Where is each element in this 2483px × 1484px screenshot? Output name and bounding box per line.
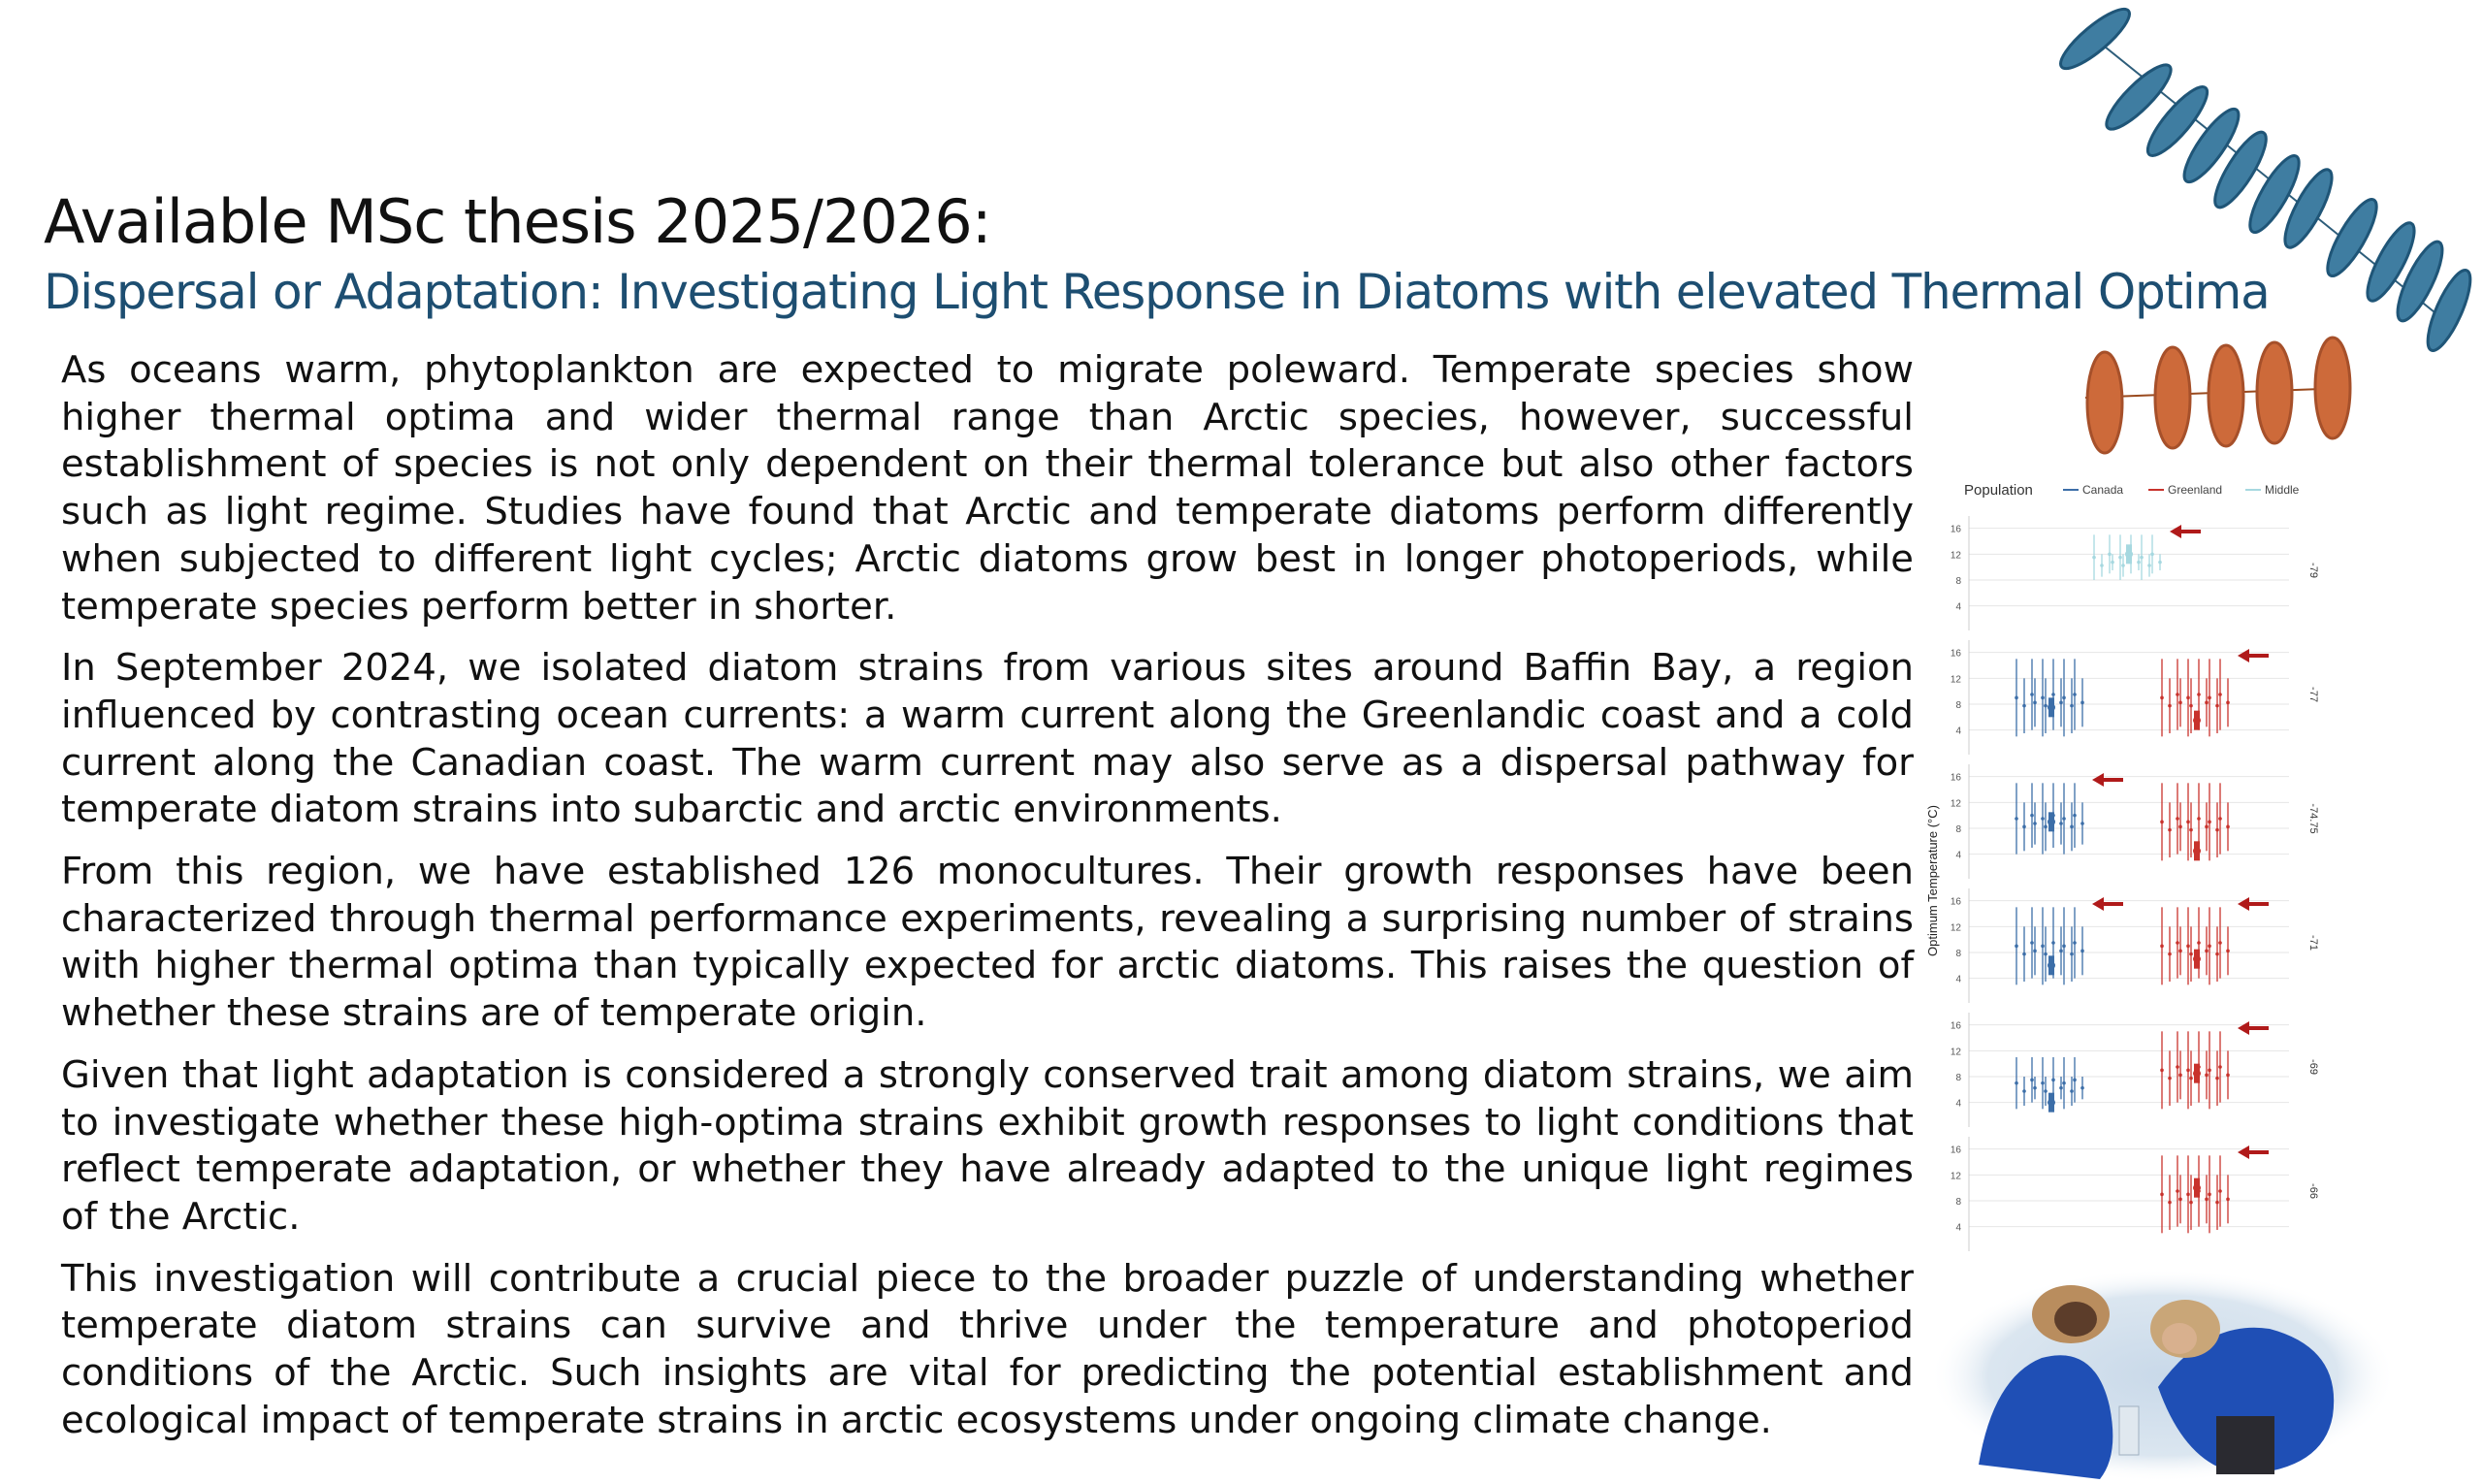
strain-point	[2030, 814, 2034, 818]
strain-point	[2137, 561, 2141, 565]
strain-point	[2226, 1074, 2230, 1078]
strain-point	[2205, 701, 2209, 705]
thesis-subtitle: Dispersal or Adaptation: Investigating Light Response in Diatoms with elevated Thermal Optima	[44, 264, 2270, 320]
strain-point	[2178, 1198, 2182, 1202]
strain-point	[2044, 1089, 2048, 1093]
strain-point	[2033, 822, 2037, 825]
y-tick-label: 8	[1955, 700, 1961, 711]
highlight-arrow-head	[2238, 649, 2249, 662]
y-tick-label: 12	[1950, 550, 1961, 562]
strain-point	[2070, 1089, 2074, 1093]
strain-point	[2059, 701, 2063, 705]
group-mean-point	[2193, 1070, 2201, 1078]
strain-point	[2147, 564, 2151, 567]
panel-label: -69	[2307, 1059, 2319, 1075]
page-title: Available MSc thesis 2025/2026:	[44, 186, 991, 257]
y-tick-label: 8	[1955, 576, 1961, 587]
strain-point	[2070, 825, 2074, 829]
y-tick-label: 12	[1950, 1171, 1961, 1182]
highlight-arrow-head	[2238, 1145, 2249, 1159]
y-tick-label: 4	[1955, 726, 1961, 737]
panel-label: -79	[2307, 563, 2319, 578]
strain-point	[2168, 1201, 2172, 1205]
y-tick-label: 16	[1950, 1145, 1961, 1156]
strain-point	[2197, 817, 2201, 821]
strain-point	[2015, 696, 2018, 700]
y-tick-label: 12	[1950, 1047, 1961, 1058]
strain-point	[2092, 556, 2096, 560]
strain-point	[2186, 821, 2190, 824]
strain-point	[2226, 1198, 2230, 1202]
strain-point	[2100, 564, 2104, 567]
strain-point	[2197, 693, 2201, 696]
y-tick-label: 8	[1955, 949, 1961, 959]
strain-point	[2033, 1086, 2037, 1090]
strain-point	[2160, 1193, 2164, 1197]
legend-title: Population	[1964, 482, 2033, 499]
strain-point	[2150, 553, 2154, 557]
strain-point	[2208, 1193, 2211, 1197]
strain-point	[2022, 1089, 2026, 1093]
strain-point	[2033, 701, 2037, 705]
highlight-arrow-head	[2092, 897, 2104, 911]
body-text	[61, 347, 1914, 1459]
strain-point	[2015, 817, 2018, 821]
strain-point	[2070, 952, 2074, 956]
group-mean-point	[2048, 818, 2055, 825]
group-mean-point	[2193, 717, 2201, 725]
paragraph-monocultures: From this region, we have established 126 monocultures. Their growth responses have been characterized through thermal performance experiments, revealing a surprising number of strains with higher thermal optima than typically expected for arctic diatoms. This raises the question of whether these strains are of temperate origin.	[61, 850, 1914, 1036]
strain-point	[2041, 817, 2045, 821]
strain-point	[2168, 952, 2172, 956]
strain-point	[2070, 704, 2074, 708]
strain-point	[2041, 945, 2045, 949]
strain-point	[2041, 1081, 2045, 1085]
y-tick-label: 16	[1950, 524, 1961, 535]
strain-point	[2215, 704, 2219, 708]
strain-point	[2176, 693, 2179, 696]
y-tick-label: 16	[1950, 772, 1961, 784]
group-mean-point	[2048, 1099, 2055, 1107]
y-tick-label: 4	[1955, 601, 1961, 613]
strain-point	[2205, 1074, 2209, 1078]
strain-point	[2208, 696, 2211, 700]
strain-point	[2073, 693, 2077, 696]
y-tick-label: 4	[1955, 974, 1961, 985]
strain-point	[2205, 1198, 2209, 1202]
paragraph-intro: As oceans warm, phytoplankton are expected to migrate poleward. Temperate species show higher thermal optima and wider thermal range than Arctic species, however, successful establishment of species is not only dependent on their thermal tolerance but also other factors such as light regime. Studies have found that Arctic and temperate diatoms perform differently when subjected to different light cycles; Arctic diatoms grow best in longer photoperiods, while temperate species perform better in shorter.	[61, 348, 1914, 629]
strain-point	[2051, 941, 2055, 945]
strain-point	[2160, 821, 2164, 824]
strain-point	[2158, 561, 2162, 565]
group-mean-point	[2193, 955, 2201, 963]
strain-point	[2073, 941, 2077, 945]
strain-point	[2015, 1081, 2018, 1085]
strain-point	[2189, 1077, 2193, 1081]
strain-point	[2044, 952, 2048, 956]
strain-point	[2215, 1201, 2219, 1205]
strain-point	[2118, 556, 2122, 560]
strain-point	[2215, 828, 2219, 832]
strain-point	[2178, 825, 2182, 829]
strain-point	[2215, 1077, 2219, 1081]
strain-point	[2208, 821, 2211, 824]
strain-point	[2218, 1065, 2222, 1069]
diatom-chain-orange-illustration	[2066, 320, 2367, 475]
strain-point	[2121, 564, 2125, 567]
strain-point	[2073, 1079, 2077, 1082]
strain-point	[2205, 825, 2209, 829]
strain-point	[2218, 817, 2222, 821]
strain-point	[2160, 1069, 2164, 1073]
strain-point	[2178, 701, 2182, 705]
y-tick-label: 12	[1950, 674, 1961, 686]
y-tick-label: 4	[1955, 1098, 1961, 1110]
thermal-optima-figure	[1925, 473, 2333, 1259]
strain-point	[2073, 814, 2077, 818]
strain-point	[2218, 693, 2222, 696]
y-tick-label: 12	[1950, 922, 1961, 934]
strain-point	[2176, 1065, 2179, 1069]
strain-point	[2015, 945, 2018, 949]
y-tick-label: 4	[1955, 1222, 1961, 1234]
strain-point	[2186, 696, 2190, 700]
strain-point	[2022, 952, 2026, 956]
legend-item-canada: Canada	[2082, 483, 2124, 497]
y-tick-label: 4	[1955, 850, 1961, 861]
strain-point	[2041, 696, 2045, 700]
strain-point	[2226, 950, 2230, 953]
strain-point	[2178, 1074, 2182, 1078]
strain-point	[2160, 945, 2164, 949]
strain-point	[2080, 1086, 2084, 1090]
strain-point	[2208, 945, 2211, 949]
strain-point	[2080, 701, 2084, 705]
group-mean-point	[2048, 961, 2055, 969]
strain-point	[2189, 1201, 2193, 1205]
strain-point	[2178, 950, 2182, 953]
strain-point	[2168, 828, 2172, 832]
strain-point	[2111, 561, 2114, 565]
strain-point	[2030, 1079, 2034, 1082]
strain-point	[2033, 950, 2037, 953]
strain-point	[2189, 704, 2193, 708]
strain-point	[2189, 952, 2193, 956]
strain-point	[2059, 950, 2063, 953]
strain-point	[2168, 704, 2172, 708]
strain-point	[2218, 941, 2222, 945]
strain-point	[2059, 822, 2063, 825]
strain-point	[2160, 696, 2164, 700]
group-mean-point	[2193, 847, 2201, 855]
strain-point	[2022, 825, 2026, 829]
strain-point	[2197, 941, 2201, 945]
strain-point	[2062, 1081, 2066, 1085]
strain-point	[2051, 693, 2055, 696]
panel-label: -71	[2307, 935, 2319, 951]
field-photo	[1925, 1261, 2401, 1484]
y-tick-label: 16	[1950, 648, 1961, 660]
strain-point	[2168, 1077, 2172, 1081]
panel-label: -66	[2307, 1183, 2319, 1199]
strain-point	[2030, 693, 2034, 696]
strain-point	[2186, 1193, 2190, 1197]
figure-panels	[1951, 516, 2319, 1251]
strain-point	[2080, 950, 2084, 953]
strain-point	[2208, 1069, 2211, 1073]
y-tick-label: 16	[1950, 896, 1961, 908]
panel-label: -74.75	[2307, 803, 2319, 834]
strain-point	[2176, 817, 2179, 821]
strain-point	[2030, 941, 2034, 945]
highlight-arrow-head	[2170, 525, 2181, 538]
strain-point	[2059, 1086, 2063, 1090]
strain-point	[2189, 828, 2193, 832]
strain-point	[2176, 941, 2179, 945]
y-tick-label: 12	[1950, 798, 1961, 810]
panel-label: -77	[2307, 687, 2319, 702]
legend-item-greenland: Greenland	[2168, 483, 2223, 497]
highlight-arrow-head	[2238, 897, 2249, 911]
strain-point	[2044, 704, 2048, 708]
strain-point	[2218, 1189, 2222, 1193]
strain-point	[2186, 945, 2190, 949]
highlight-arrow-head	[2092, 773, 2104, 787]
legend-item-middle: Middle	[2265, 483, 2300, 497]
y-axis-label: Optimum Temperature (°C)	[1925, 805, 1940, 956]
legend	[1964, 482, 2300, 499]
paragraph-aim: Given that light adaptation is considered a strongly conserved trait among diatom strains, we aim to investigate whether these high-optima strains exhibit growth responses to light conditions that reflect temperate adaptation, or whether they have already adapted to the unique light regimes of the Arctic.	[61, 1052, 1914, 1239]
strain-point	[2226, 825, 2230, 829]
strain-point	[2044, 825, 2048, 829]
y-tick-label: 8	[1955, 1197, 1961, 1208]
strain-point	[2186, 1069, 2190, 1073]
y-tick-label: 8	[1955, 824, 1961, 835]
y-tick-label: 8	[1955, 1073, 1961, 1083]
highlight-arrow-head	[2238, 1021, 2249, 1035]
strain-point	[2215, 952, 2219, 956]
strain-point	[2080, 822, 2084, 825]
strain-point	[2051, 1079, 2055, 1082]
paragraph-sampling: In September 2024, we isolated diatom strains from various sites around Baffin Bay, a region influenced by contrasting ocean currents: a warm current along the Greenlandic coast and a cold current along the Canadian coast. The warm current may also serve as a dispersal pathway for temperate diatom strains into subarctic and arctic environments.	[61, 646, 1914, 832]
strain-point	[2022, 704, 2026, 708]
strain-point	[2108, 553, 2112, 557]
strain-point	[2062, 696, 2066, 700]
group-mean-point	[2125, 550, 2133, 558]
strain-point	[2140, 556, 2144, 560]
group-mean-point	[2048, 703, 2055, 711]
group-mean-point	[2193, 1184, 2201, 1192]
strain-point	[2176, 1189, 2179, 1193]
strain-point	[2205, 950, 2209, 953]
strain-point	[2062, 945, 2066, 949]
paragraph-impact: This investigation will contribute a crucial piece to the broader puzzle of understanding whether temperate diatom strains can survive and thrive under the temperature and photoperiod conditions of the Arctic. Such insights are vital for predicting the potential establishment and ecological impact of temperate strains in arctic ecosystems under ongoing climate change.	[61, 1256, 1914, 1442]
strain-point	[2062, 817, 2066, 821]
strain-point	[2226, 701, 2230, 705]
y-tick-label: 16	[1950, 1020, 1961, 1032]
